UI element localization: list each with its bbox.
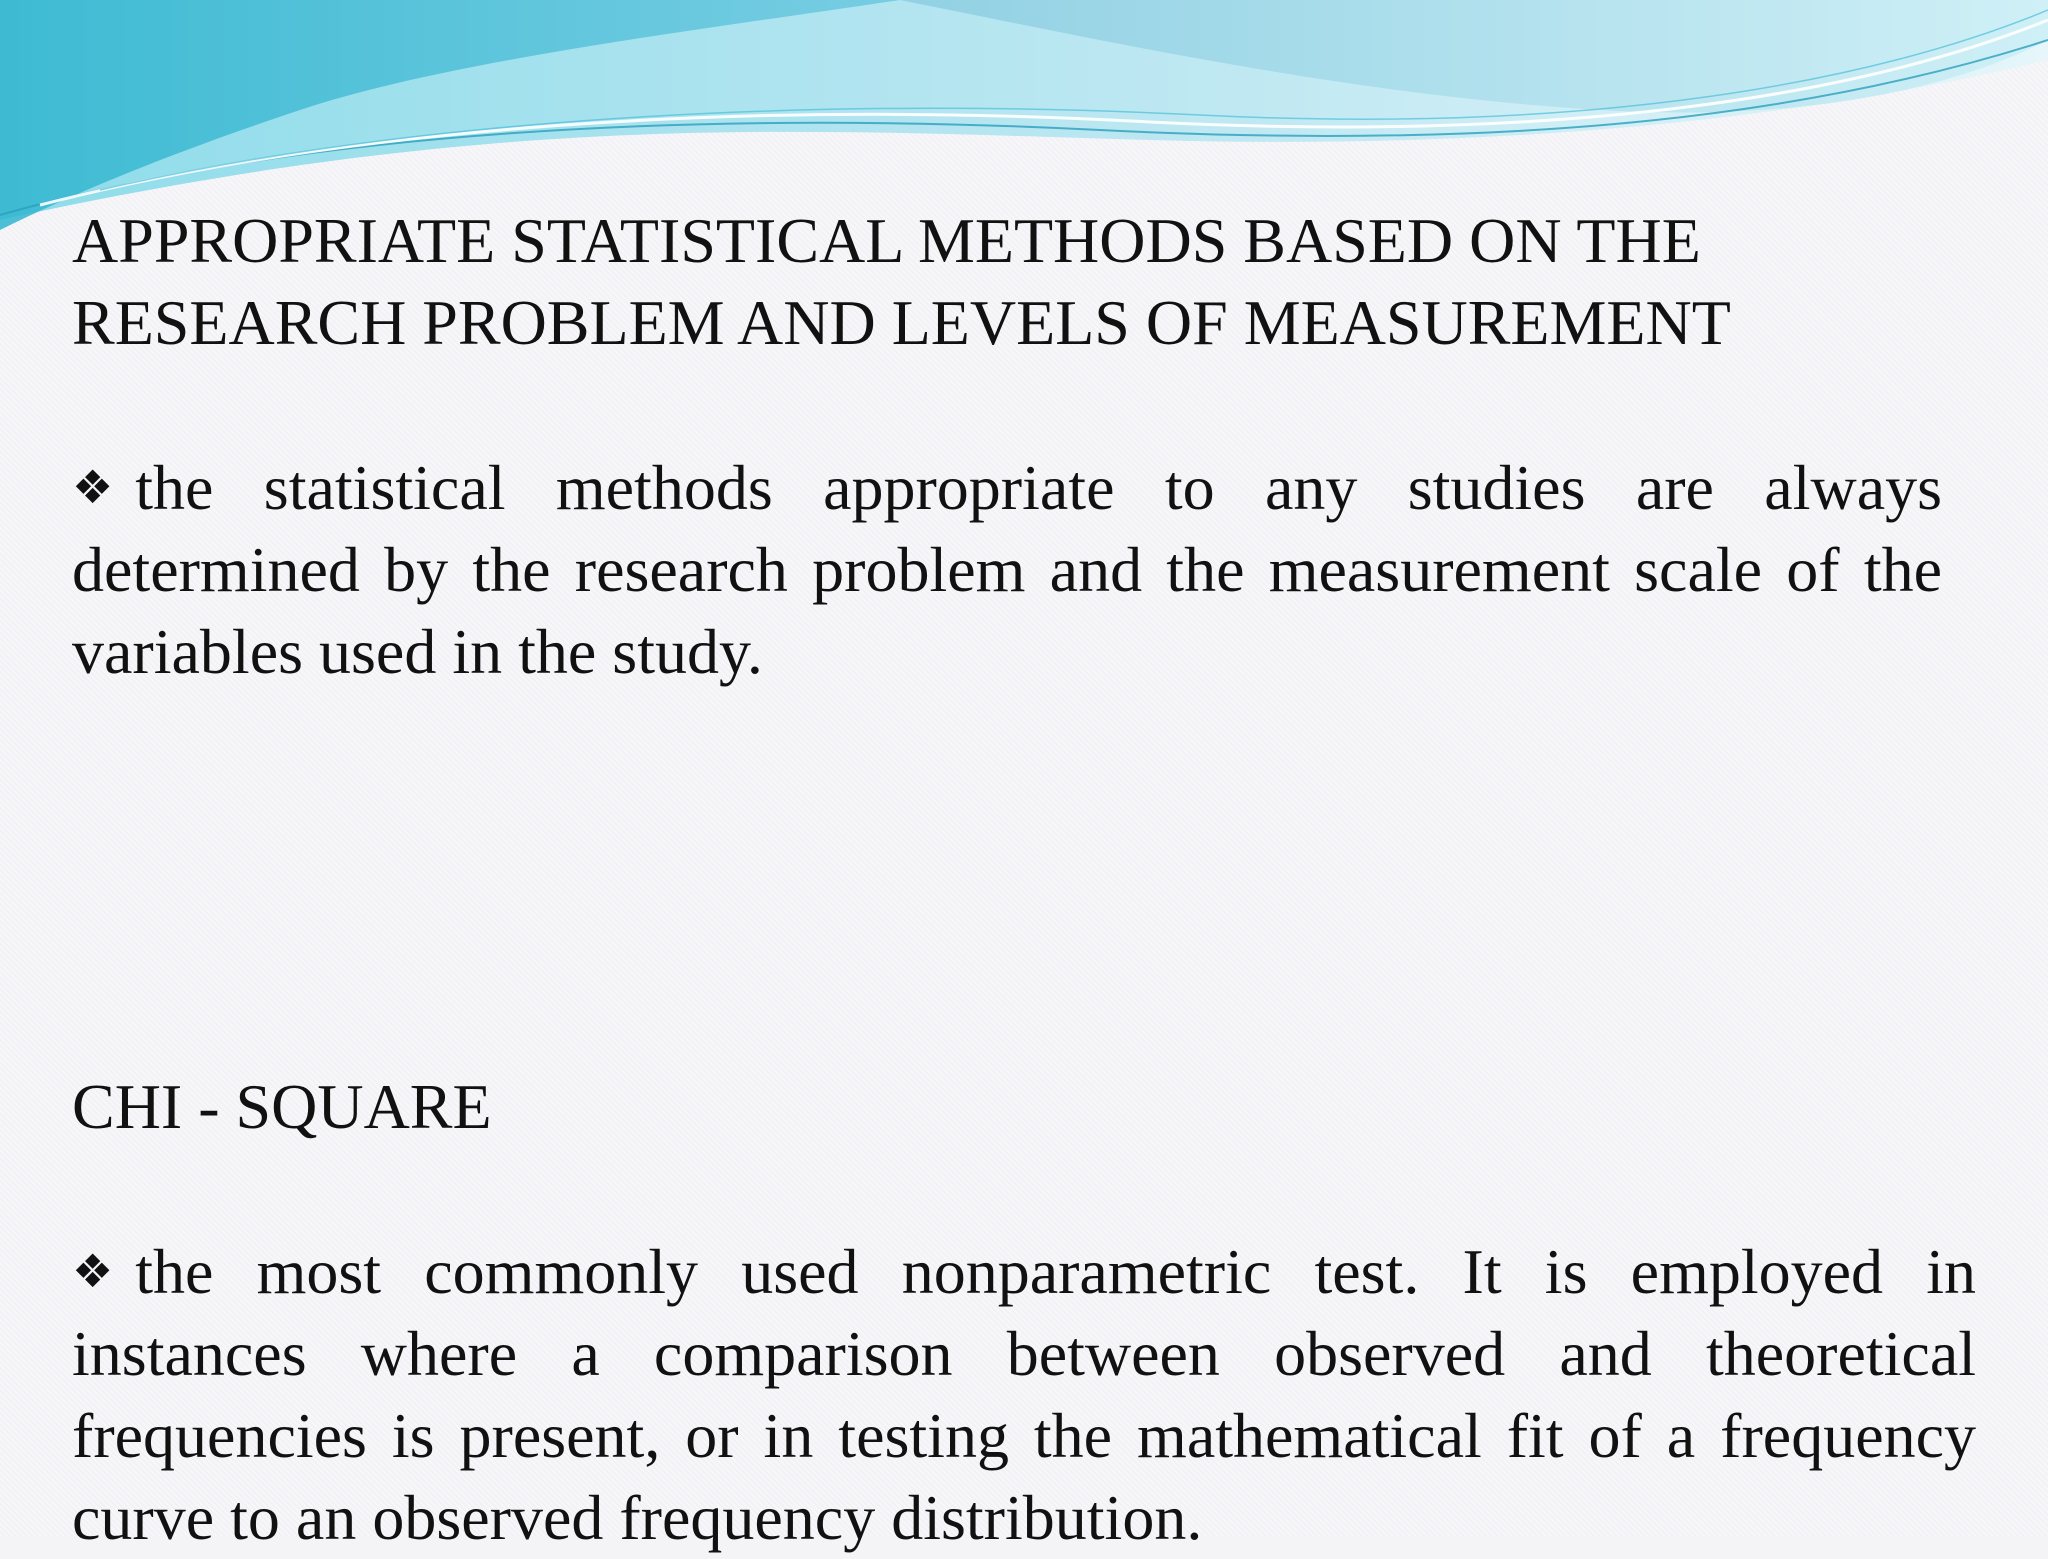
section-heading-text: CHI - SQUARE [72,1071,492,1142]
bullet-paragraph-methods [72,446,1942,693]
main-heading-line-2: RESEARCH PROBLEM AND LEVELS OF MEASUREMENT [72,287,1731,358]
bullet-paragraph-chi-square [72,1230,1976,1559]
diamond-bullet-icon: ❖ [72,460,114,514]
diamond-bullet-icon: ❖ [72,1244,114,1298]
section-heading-chi-square [72,1066,492,1148]
main-heading [72,200,1902,364]
main-heading-line-1: APPROPRIATE STATISTICAL METHODS BASED ON THE [72,205,1701,276]
bullet-text-methods: the statistical methods appropriate to any studies are always determined by the research problem and the measurement scale of the variables used in the study. [72,452,1942,687]
bullet-text-chi-square: the most commonly used nonparametric test. It is employed in instances where a comparison between observed and theoretical frequencies is present, or in testing the mathematical fit of a frequency curve to an observed frequency distribution. [72,1236,1976,1553]
